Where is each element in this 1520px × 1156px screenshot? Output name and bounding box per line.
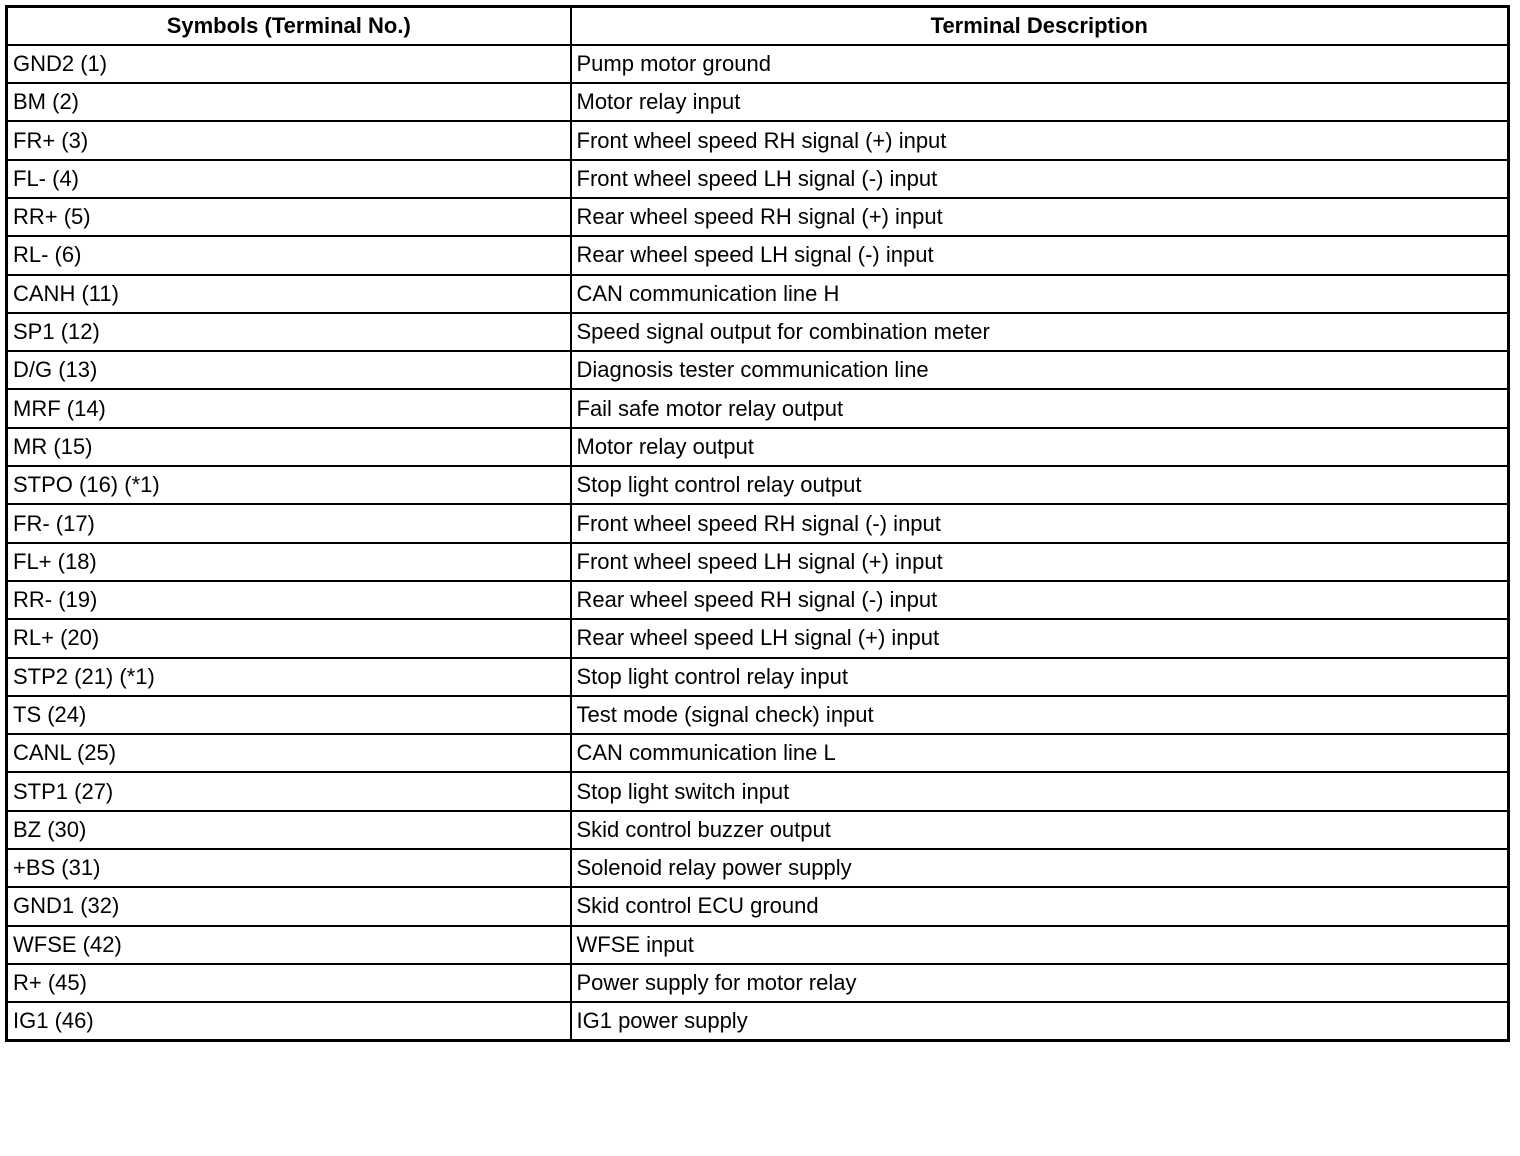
terminal-description-cell: Front wheel speed RH signal (-) input — [571, 504, 1509, 542]
terminal-symbol-cell: TS (24) — [7, 696, 571, 734]
terminal-symbol-cell: IG1 (46) — [7, 1002, 571, 1040]
terminal-symbol-cell: SP1 (12) — [7, 313, 571, 351]
terminal-description-cell: Motor relay input — [571, 83, 1509, 121]
terminal-description-cell: Rear wheel speed RH signal (+) input — [571, 198, 1509, 236]
header-symbol: Symbols (Terminal No.) — [7, 7, 571, 45]
terminal-description-cell: Stop light switch input — [571, 772, 1509, 810]
terminal-symbol-cell: STP2 (21) (*1) — [7, 658, 571, 696]
terminal-description-cell: Diagnosis tester communication line — [571, 351, 1509, 389]
terminal-description-cell: Rear wheel speed LH signal (-) input — [571, 236, 1509, 274]
table-row — [7, 811, 1509, 849]
terminal-description-cell: Fail safe motor relay output — [571, 389, 1509, 427]
table-row — [7, 619, 1509, 657]
table-row — [7, 83, 1509, 121]
terminal-symbol-cell: FR- (17) — [7, 504, 571, 542]
terminal-symbol-cell: MRF (14) — [7, 389, 571, 427]
terminal-description-cell: Rear wheel speed LH signal (+) input — [571, 619, 1509, 657]
header-row — [7, 7, 1509, 45]
header-description: Terminal Description — [571, 7, 1509, 45]
terminal-description-cell: Power supply for motor relay — [571, 964, 1509, 1002]
terminal-description-cell: Front wheel speed LH signal (+) input — [571, 543, 1509, 581]
terminal-symbol-cell: WFSE (42) — [7, 926, 571, 964]
table-row — [7, 198, 1509, 236]
table-row — [7, 887, 1509, 925]
table-row — [7, 543, 1509, 581]
table-row — [7, 849, 1509, 887]
terminal-symbol-cell: RR+ (5) — [7, 198, 571, 236]
table-row — [7, 696, 1509, 734]
table-body — [7, 45, 1509, 1041]
terminal-symbol-cell: CANL (25) — [7, 734, 571, 772]
table-row — [7, 275, 1509, 313]
terminal-symbol-cell: RR- (19) — [7, 581, 571, 619]
terminal-symbol-cell: FL+ (18) — [7, 543, 571, 581]
terminal-symbol-cell: STPO (16) (*1) — [7, 466, 571, 504]
terminal-symbol-cell: BM (2) — [7, 83, 571, 121]
table-row — [7, 658, 1509, 696]
terminal-symbol-cell: RL- (6) — [7, 236, 571, 274]
terminal-description-cell: Stop light control relay output — [571, 466, 1509, 504]
terminal-description-cell: WFSE input — [571, 926, 1509, 964]
table-row — [7, 734, 1509, 772]
terminal-description-cell: CAN communication line H — [571, 275, 1509, 313]
terminal-description-cell: Speed signal output for combination meter — [571, 313, 1509, 351]
terminal-description-cell: Motor relay output — [571, 428, 1509, 466]
table-row — [7, 964, 1509, 1002]
terminal-symbol-cell: MR (15) — [7, 428, 571, 466]
terminal-symbol-cell: CANH (11) — [7, 275, 571, 313]
table-row — [7, 581, 1509, 619]
table-row — [7, 772, 1509, 810]
terminal-symbol-cell: D/G (13) — [7, 351, 571, 389]
terminal-description-cell: Skid control buzzer output — [571, 811, 1509, 849]
terminal-description-cell: CAN communication line L — [571, 734, 1509, 772]
table-row — [7, 926, 1509, 964]
terminal-symbol-cell: R+ (45) — [7, 964, 571, 1002]
terminal-description-cell: Solenoid relay power supply — [571, 849, 1509, 887]
terminal-description-cell: IG1 power supply — [571, 1002, 1509, 1040]
terminal-description-cell: Stop light control relay input — [571, 658, 1509, 696]
terminal-description-cell: Skid control ECU ground — [571, 887, 1509, 925]
terminal-symbol-cell: FL- (4) — [7, 160, 571, 198]
terminal-symbol-cell: RL+ (20) — [7, 619, 571, 657]
terminal-description-cell: Rear wheel speed RH signal (-) input — [571, 581, 1509, 619]
table-row — [7, 1002, 1509, 1040]
terminal-symbol-cell: BZ (30) — [7, 811, 571, 849]
terminal-symbol-cell: FR+ (3) — [7, 121, 571, 159]
table-row — [7, 160, 1509, 198]
table-row — [7, 389, 1509, 427]
table-header — [7, 7, 1509, 45]
table-row — [7, 351, 1509, 389]
table-row — [7, 236, 1509, 274]
table-row — [7, 428, 1509, 466]
terminal-description-cell: Front wheel speed LH signal (-) input — [571, 160, 1509, 198]
terminal-table — [5, 5, 1510, 1042]
table-row — [7, 313, 1509, 351]
terminal-symbol-cell: GND1 (32) — [7, 887, 571, 925]
terminal-symbol-cell: STP1 (27) — [7, 772, 571, 810]
terminal-symbol-cell: GND2 (1) — [7, 45, 571, 83]
terminal-description-cell: Test mode (signal check) input — [571, 696, 1509, 734]
table-row — [7, 504, 1509, 542]
terminal-description-cell: Front wheel speed RH signal (+) input — [571, 121, 1509, 159]
table-row — [7, 466, 1509, 504]
table-row — [7, 45, 1509, 83]
terminal-description-cell: Pump motor ground — [571, 45, 1509, 83]
terminal-symbol-cell: +BS (31) — [7, 849, 571, 887]
table-row — [7, 121, 1509, 159]
